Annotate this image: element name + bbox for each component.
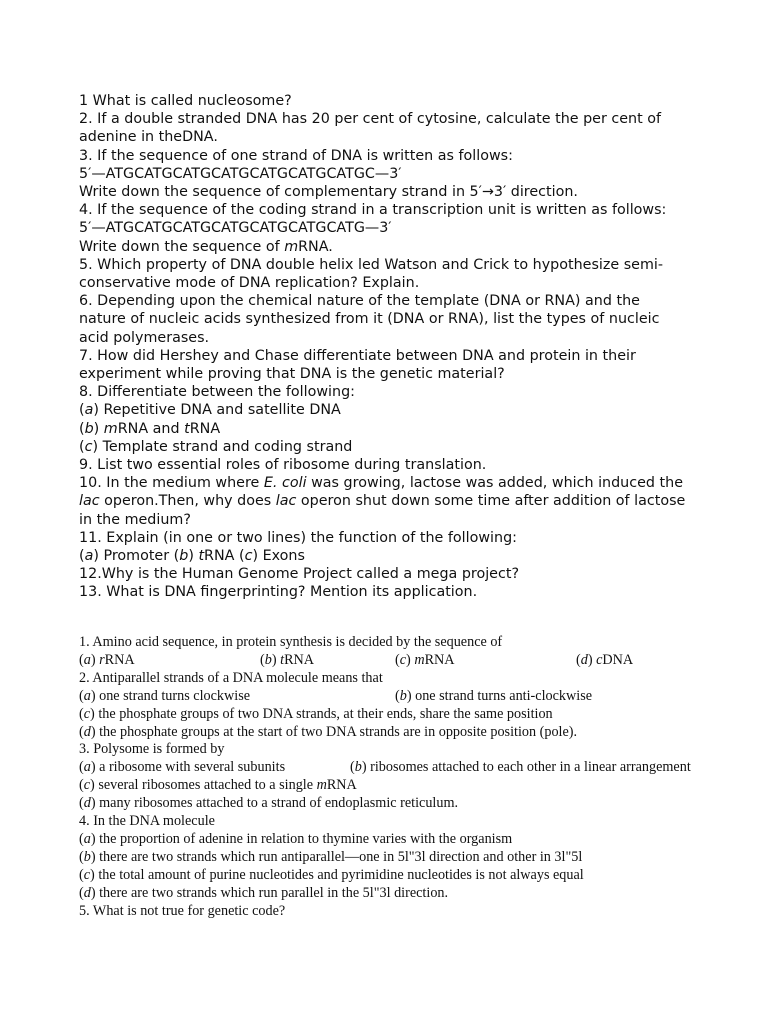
- question-7-line-2: experiment while proving that DNA is the genetic material?: [79, 366, 505, 383]
- question-4-rna-text: RNA.: [298, 238, 333, 255]
- question-9: 9. List two essential roles of ribosome during translation.: [79, 457, 487, 474]
- part-c-text: Exons: [262, 548, 305, 565]
- option-label: a: [83, 651, 91, 668]
- mcq-3-option-a: (a) a ribosome with several subunits: [79, 759, 286, 776]
- question-3-line-1: 3. If the sequence of one strand of DNA is written as follows:: [79, 147, 513, 164]
- option-label: d: [83, 795, 91, 812]
- m-prefix: m: [316, 777, 327, 794]
- q10-text-3: operon.Then, why does: [99, 493, 276, 510]
- option-label: c: [83, 705, 91, 722]
- multiple-choice-questions: [79, 634, 739, 920]
- part-b-label: b: [84, 420, 94, 437]
- question-5: [79, 256, 729, 292]
- option-prefix: r: [99, 651, 105, 668]
- ecoli-text: E. coli: [263, 475, 307, 492]
- lac-text-1: lac: [79, 493, 100, 510]
- option-label: c: [399, 651, 407, 668]
- option-label: b: [354, 759, 362, 776]
- t-prefix: t: [184, 420, 190, 437]
- part-c-text: Template strand and coding strand: [102, 438, 353, 455]
- question-6: [79, 292, 729, 347]
- option-label: b: [264, 651, 272, 668]
- question-4-text: Write down the sequence of: [79, 238, 285, 255]
- option-label: d: [83, 884, 91, 901]
- mcq-5-text: 5. What is not true for genetic code?: [79, 902, 286, 919]
- question-13: 13. What is DNA fingerprinting? Mention its application.: [79, 584, 478, 601]
- option-text: one strand turns clockwise: [99, 687, 251, 704]
- option-text: one strand turns anti-clockwise: [415, 687, 593, 704]
- mcq-2-option-a: (a) one strand turns clockwise: [79, 687, 251, 704]
- option-text: ribosomes attached to each other in a linear arrangement: [370, 759, 691, 776]
- mcq-2-option-c: (c) the phosphate groups of two DNA strands, at their ends, share the same position: [79, 705, 553, 722]
- q10-text-1: 10. In the medium where: [79, 475, 264, 492]
- part-b-text: RNA: [204, 548, 235, 565]
- question-3-sequence: 5′—ATGCATGCATGCATGCATGCATGCATGC—3′: [79, 165, 402, 182]
- question-8: [79, 383, 729, 456]
- part-a-label: a: [84, 402, 94, 419]
- mcq-1-option-a: (a) rRNA: [79, 651, 135, 668]
- m-prefix: m: [103, 420, 118, 437]
- question-11-line-1: 11. Explain (in one or two lines) the function of the following:: [79, 529, 517, 546]
- q10-text-4: operon shut down some time after addition of lactose: [296, 493, 686, 510]
- option-text: the total amount of purine nucleotides and pyrimidine nucleotides is not always equal: [98, 866, 584, 883]
- question-11-parts: (a) Promoter (b) tRNA (c) Exons: [79, 548, 305, 565]
- mcq-4-option-c: (c) the total amount of purine nucleotides and pyrimidine nucleotides is not always equal: [79, 866, 584, 883]
- q10-text-2: was growing, lactose was added, which induced the: [306, 475, 683, 492]
- question-4-line-3: [79, 238, 729, 256]
- part-a-label: a: [84, 548, 94, 565]
- option-label: d: [83, 723, 91, 740]
- question-3-line-3: Write down the sequence of complementary strand in 5′→3′ direction.: [79, 184, 578, 201]
- mcq-2-text: 2. Antiparallel strands of a DNA molecule means that: [79, 669, 383, 686]
- question-2-line-1: 2. If a double stranded DNA has 20 per cent of cytosine, calculate the per cent of: [79, 111, 662, 128]
- question-10-line-1: [79, 474, 729, 492]
- part-a-text: Promoter: [103, 548, 170, 565]
- mcq-2-options-ab: [79, 688, 739, 706]
- mcq-1-option-c: (c) mRNA: [395, 651, 455, 668]
- mcq-2-option-b: (b) one strand turns anti-clockwise: [395, 687, 593, 704]
- question-8-part-a: (a) Repetitive DNA and satellite DNA: [79, 402, 341, 419]
- part-c-label: c: [244, 548, 253, 565]
- option-text: RNA: [424, 651, 455, 668]
- question-6-line-1: 6. Depending upon the chemical nature of the template (DNA or RNA) and the: [79, 293, 640, 310]
- question-12: 12.Why is the Human Genome Project called a mega project?: [79, 566, 520, 583]
- question-5-line-2: conservative mode of DNA replication? Explain.: [79, 275, 420, 292]
- question-2-line-2: adenine in theDNA.: [79, 129, 218, 146]
- option-text: there are two strands which run parallel in the 5l"3l direction.: [99, 884, 449, 901]
- question-6-line-3: acid polymerases.: [79, 329, 210, 346]
- option-label: a: [83, 759, 91, 776]
- option-label: b: [399, 687, 407, 704]
- question-5-line-1: 5. Which property of DNA double helix led Watson and Crick to hypothesize semi-: [79, 256, 664, 273]
- question-6-line-2: nature of nucleic acids synthesized from it (DNA or RNA), list the types of nucleic: [79, 311, 660, 328]
- mcq-1-option-d: (d) cDNA: [576, 651, 634, 668]
- option-prefix: c: [596, 651, 603, 668]
- question-4-sequence: 5′—ATGCATGCATGCATGCATGCATGCATG—3′: [79, 220, 392, 237]
- mcq-3-options-ab: [79, 759, 739, 777]
- question-10: [79, 474, 729, 529]
- option-text: RNA: [284, 651, 315, 668]
- option-text: the proportion of adenine in relation to thymine varies with the organism: [99, 830, 513, 847]
- option-text: the phosphate groups at the start of two DNA strands are in opposite position (pole).: [99, 723, 578, 740]
- option-text: many ribosomes attached to a strand of endoplasmic reticulum.: [99, 795, 459, 812]
- option-text: several ribosomes attached to a single: [98, 777, 317, 794]
- part-b-end: RNA: [189, 420, 221, 437]
- question-4: [79, 201, 729, 256]
- mcq-3-option-d: (d) many ribosomes attached to a strand of endoplasmic reticulum.: [79, 795, 459, 812]
- mcq-2-option-d: (d) the phosphate groups at the start of two DNA strands are in opposite position (pole).: [79, 723, 578, 740]
- option-label: c: [83, 866, 91, 883]
- option-label: c: [83, 777, 91, 794]
- mcq-4-option-a: (a) the proportion of adenine in relation to thymine varies with the organism: [79, 830, 513, 847]
- question-8-part-c: (c) Template strand and coding strand: [79, 438, 353, 455]
- part-c-label: c: [84, 438, 93, 455]
- mcq-4-option-d: (d) there are two strands which run parallel in the 5l"3l direction.: [79, 884, 449, 901]
- part-a-text: Repetitive DNA and satellite DNA: [103, 402, 341, 419]
- mcq-3-text: 3. Polysome is formed by: [79, 741, 225, 758]
- lac-text-2: lac: [275, 493, 297, 510]
- question-7-line-1: 7. How did Hershey and Chase differentiate between DNA and protein in their: [79, 347, 636, 364]
- question-11: [79, 529, 729, 565]
- option-text-end: RNA: [326, 777, 357, 794]
- mcq-3-option-c: (c) several ribosomes attached to a single mRNA: [79, 777, 357, 794]
- question-10-line-3: in the medium?: [79, 511, 191, 528]
- mcq-1-option-b: (b) tRNA: [260, 651, 315, 668]
- option-text: a ribosome with several subunits: [99, 759, 286, 776]
- option-text: the phosphate groups of two DNA strands, at their ends, share the same position: [98, 705, 553, 722]
- question-8-line-1: 8. Differentiate between the following:: [79, 384, 355, 401]
- question-7: [79, 347, 729, 383]
- question-1: 1 What is called nucleosome?: [79, 93, 292, 109]
- question-4-line-1: 4. If the sequence of the coding strand in a transcription unit is written as follows:: [79, 202, 667, 219]
- option-prefix: t: [280, 651, 285, 668]
- question-4-m-prefix: m: [284, 238, 299, 255]
- mcq-4-text: 4. In the DNA molecule: [79, 813, 215, 830]
- mcq-1-text: 1. Amino acid sequence, in protein synthesis is decided by the sequence of: [79, 634, 503, 650]
- question-8-part-b: (b) mRNA and tRNA: [79, 420, 221, 437]
- mcq-1-options: [79, 652, 739, 670]
- option-prefix: m: [414, 651, 425, 668]
- question-2: [79, 110, 729, 146]
- part-b-text: RNA and: [117, 420, 185, 437]
- option-text: RNA: [104, 651, 135, 668]
- mcq-3-option-b: (b) ribosomes attached to each other in a linear arrangement: [350, 759, 691, 776]
- option-label: a: [83, 687, 91, 704]
- question-3: [79, 147, 729, 202]
- part-b-label: b: [179, 548, 189, 565]
- option-text: there are two strands which run antiparallel—one in 5l"3l direction and other in 3l"5l: [99, 848, 583, 865]
- option-label: d: [580, 651, 588, 668]
- option-label: a: [83, 830, 91, 847]
- option-label: b: [83, 848, 91, 865]
- mcq-4-option-b: (b) there are two strands which run antiparallel—one in 5l"3l direction and other in 3l"5l: [79, 848, 583, 865]
- question-10-line-2: [79, 492, 729, 510]
- t-prefix: t: [198, 548, 205, 565]
- option-text: DNA: [602, 651, 634, 668]
- short-answer-questions: [79, 92, 729, 602]
